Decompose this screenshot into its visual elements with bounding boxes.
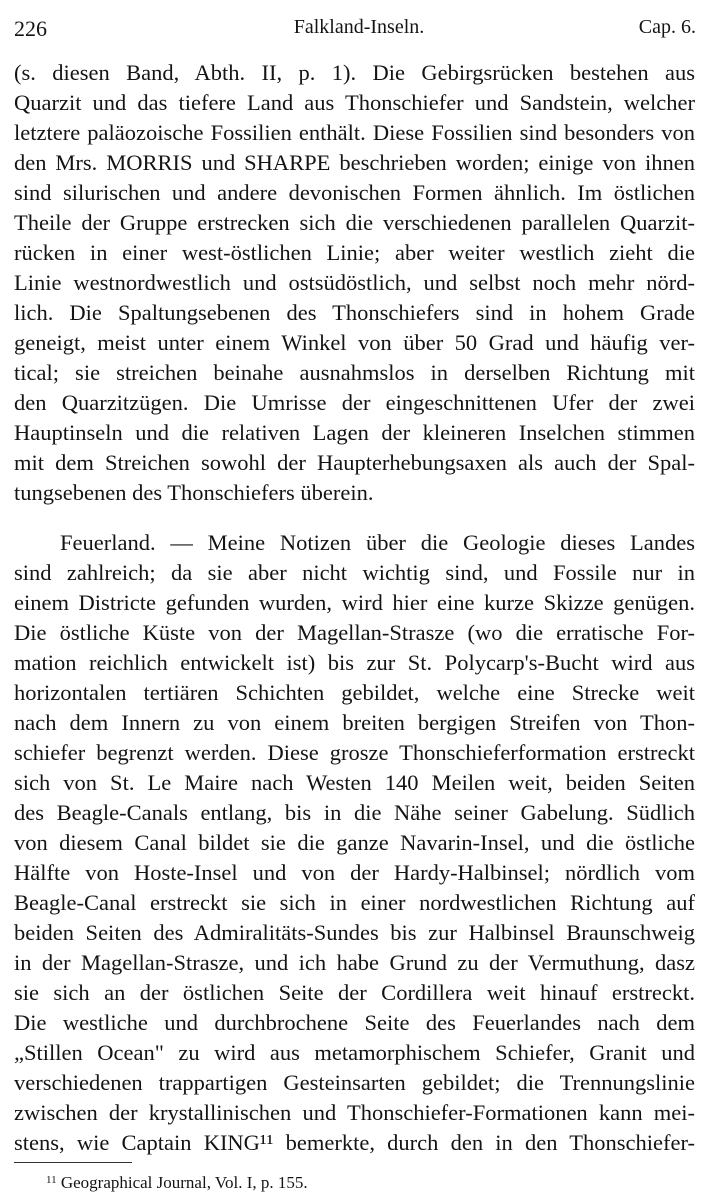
text-line: Quarzit und das tiefere Land aus Thonschiefer und Sandstein, welcher [14,90,695,115]
text-line: mation reichlich entwickelt ist) bis zur St. Polycarp's-Bucht wird aus [14,650,695,675]
section-lead-line: Feuerland. — Meine Notizen über die Geologie dieses Landes [60,530,695,555]
running-title: Falkland-Inseln. [293,16,425,38]
text-line: Die östliche Küste von der Magellan-Strasze (wo die erratische For- [14,620,695,645]
text-line: von diesem Canal bildet sie die ganze Navarin-Insel, und die östliche [14,830,695,855]
text-line: sie sich an der östlichen Seite der Cordillera weit hinauf erstreckt. [14,980,695,1005]
text-line: geneigt, meist unter einem Winkel von über 50 Grad und häufig ver- [14,330,695,355]
text-line: nach dem Innern zu von einem breiten bergigen Streifen von Thon- [14,710,695,735]
text-line: letztere paläozoische Fossilien enthält. Diese Fossilien sind besonders von [14,120,695,145]
footnote-divider [14,1162,132,1163]
text-line: stens, wie Captain KING¹¹ bemerkte, durch den in den Thonschiefer- [14,1130,695,1155]
text-line: zwischen der krystallinischen und Thonschiefer-Formationen kann mei- [14,1100,695,1125]
text-line: Linie westnordwestlich und ostsüdöstlich, und selbst noch mehr nörd- [14,270,695,295]
text-line: sind zahlreich; da sie aber nicht wichtig sind, und Fossile nur in [14,560,695,585]
text-line: lich. Die Spaltungsebenen des Thonschiefers sind in hohem Grade [14,300,695,325]
text-line: des Beagle-Canals entlang, bis in die Nähe seiner Gabelung. Südlich [14,800,695,825]
page-number: 226 [14,16,47,41]
text-line: Beagle-Canal erstreckt sie sich in einer nordwestlichen Richtung auf [14,890,695,915]
text-line: tical; sie streichen beinahe ausnahmslos in derselben Richtung mit [14,360,695,385]
footnote-text: Geographical Journal, Vol. I, p. 155. [60,1173,308,1192]
footnote [46,1168,308,1195]
text-line: sind silurischen und andere devonischen Formen ähnlich. Im östlichen [14,180,695,205]
text-line: mit dem Streichen sowohl der Haupterhebungsaxen als auch der Spal- [14,450,695,475]
text-line: Hauptinseln und die relativen Lagen der kleineren Inselchen stimmen [14,420,695,445]
text-line: rücken in einer west-östlichen Linie; aber weiter westlich zieht die [14,240,695,265]
text-line: tungsebenen des Thonschiefers überein. [14,480,374,505]
text-line: einem Districte gefunden wurden, wird hier eine kurze Skizze genügen. [14,590,695,615]
text-line: horizontalen tertiären Schichten gebildet, welche eine Strecke weit [14,680,695,705]
text-line: sich von St. Le Maire nach Westen 140 Meilen weit, beiden Seiten [14,770,695,795]
text-line: den Quarzitzügen. Die Umrisse der eingeschnittenen Ufer der zwei [14,390,695,415]
text-line: (s. diesen Band, Abth. II, p. 1). Die Gebirgsrücken bestehen aus [14,60,695,85]
running-header [14,10,696,50]
text-line: verschiedenen trappartigen Gesteinsarten gebildet; die Trennungslinie [14,1070,695,1095]
text-line: „Stillen Ocean" zu wird aus metamorphischem Schiefer, Granit und [14,1040,695,1065]
text-line: beiden Seiten des Admiralitäts-Sundes bis zur Halbinsel Braunschweig [14,920,695,945]
chapter-label: Cap. 6. [638,16,696,38]
text-line: schiefer begrenzt werden. Diese grosze Thonschieferformation erstreckt [14,740,695,765]
footnote-marker: 11 [46,1174,57,1186]
text-line: in der Magellan-Strasze, und ich habe Grund zu der Vermuthung, dasz [14,950,695,975]
text-line: Theile der Gruppe erstrecken sich die verschiedenen parallelen Quarzit- [14,210,695,235]
text-line: Die westliche und durchbrochene Seite des Feuerlandes nach dem [14,1010,695,1035]
text-line: den Mrs. MORRIS und SHARPE beschrieben worden; einige von ihnen [14,150,695,175]
text-line: Hälfte von Hoste-Insel und von der Hardy-Halbinsel; nördlich vom [14,860,695,885]
